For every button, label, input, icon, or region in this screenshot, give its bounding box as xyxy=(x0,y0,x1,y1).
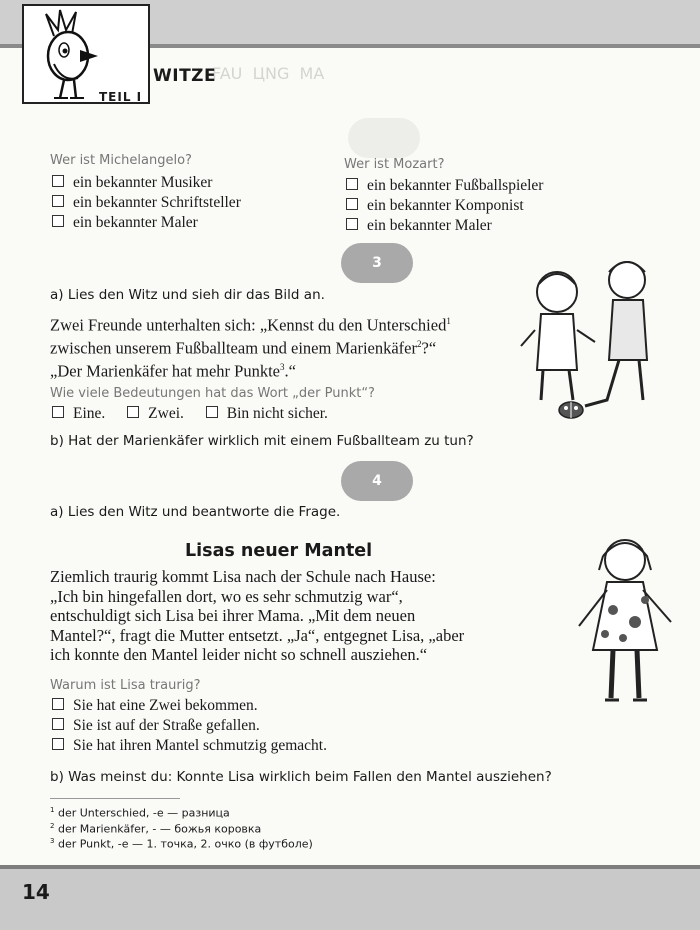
exercise-4-question: Warum ist Lisa traurig? xyxy=(50,678,201,693)
checkbox[interactable] xyxy=(52,175,64,187)
bleed-through-text: FAU ЦNG MA xyxy=(212,64,325,83)
option-label: ein bekannter Musiker xyxy=(73,174,213,191)
story-line: entschuldigt sich Lisa bei ihrer Mama. „Mit dem neuen xyxy=(50,606,416,625)
story-line: Mantel?“, fragt die Mutter entsetzt. „Ja“, entgegnet Lisa, „aber xyxy=(50,625,465,645)
story-line: Ziemlich traurig kommt Lisa nach der Schule nach Hause: xyxy=(50,567,436,586)
footnote-mark: 1 xyxy=(446,316,451,326)
option-row[interactable] xyxy=(52,193,241,213)
checkbox[interactable] xyxy=(52,215,64,227)
section-logo xyxy=(22,4,150,104)
joke-line: „Der Marienkäfer hat mehr Punkte$^3$.“ xyxy=(50,361,296,381)
bleed-through-badge xyxy=(348,118,420,158)
checkbox[interactable] xyxy=(346,198,358,210)
option-row[interactable] xyxy=(52,736,327,756)
option-label: ein bekannter Maler xyxy=(73,214,198,231)
option-row[interactable] xyxy=(52,213,241,233)
option-row[interactable] xyxy=(127,405,184,422)
option-label: Bin nicht sicher. xyxy=(226,405,328,422)
lisa-muddy-coat-illustration xyxy=(565,530,685,710)
option-label: Sie hat eine Zwei bekommen. xyxy=(73,697,258,714)
exercise-3-task-a: a) Lies den Witz und sieh dir das Bild an. xyxy=(50,287,325,303)
exercise-number-badge: 4 xyxy=(341,461,413,501)
checkbox[interactable] xyxy=(346,178,358,190)
option-list-michelangelo xyxy=(52,173,241,233)
checkbox[interactable] xyxy=(52,698,64,710)
footnotes xyxy=(50,804,313,851)
checkbox[interactable] xyxy=(52,406,64,418)
exercise-4-options xyxy=(52,696,327,756)
option-row[interactable] xyxy=(52,405,105,422)
joke-line: Zwei Freunde unterhalten sich: „Kennst du den Unterschied$^1$ xyxy=(50,315,451,335)
exercise-4-task-b: b) Was meinst du: Konnte Lisa wirklich beim Fallen den Mantel ausziehen? xyxy=(50,769,552,785)
exercise-3-question: Wie viele Bedeutungen hat das Wort „der Punkt“? xyxy=(50,386,375,401)
footnote: $^3$ der Punkt, -e — 1. точка, 2. очко (в футболе) xyxy=(50,837,313,851)
bird-mascot-icon xyxy=(24,6,148,102)
option-label: ein bekannter Fußballspieler xyxy=(367,177,544,194)
exercise-number-badge: 3 xyxy=(341,243,413,283)
section-title: WITZE xyxy=(153,66,217,86)
story-line: ich konnte den Mantel leider nicht so schnell ausziehen.“ xyxy=(50,645,428,664)
option-row[interactable] xyxy=(52,173,241,193)
option-label: ein bekannter Maler xyxy=(367,217,492,234)
checkbox[interactable] xyxy=(346,218,358,230)
option-label: ein bekannter Schriftsteller xyxy=(73,194,241,211)
footnote-divider xyxy=(50,798,180,799)
option-list-mozart xyxy=(346,176,543,236)
page-number: 14 xyxy=(22,880,50,904)
question-mozart: Wer ist Mozart? xyxy=(344,157,445,172)
checkbox[interactable] xyxy=(52,718,64,730)
option-row[interactable] xyxy=(346,176,543,196)
footer-band xyxy=(0,865,700,930)
option-row[interactable] xyxy=(206,405,328,422)
checkbox[interactable] xyxy=(52,195,64,207)
option-row[interactable] xyxy=(52,696,327,716)
exercise-3-task-b: b) Hat der Marienkäfer wirklich mit einem Fußballteam zu tun? xyxy=(50,433,474,449)
exercise-4-task-a: a) Lies den Witz und beantworte die Frage. xyxy=(50,504,341,520)
option-row[interactable] xyxy=(52,716,327,736)
option-label: Sie ist auf der Straße gefallen. xyxy=(73,717,260,734)
exercise-3-options xyxy=(52,404,328,424)
section-label: TEIL I xyxy=(99,90,143,104)
footnote-mark: 3 xyxy=(280,362,285,372)
story-heading: Lisas neuer Mantel xyxy=(185,541,373,561)
option-row[interactable] xyxy=(346,216,543,236)
exercise-4-story xyxy=(50,567,550,665)
option-label: ein bekannter Komponist xyxy=(367,197,524,214)
question-michelangelo: Wer ist Michelangelo? xyxy=(50,153,192,168)
option-label: Eine. xyxy=(73,405,106,422)
two-boys-ladybug-illustration xyxy=(515,250,680,430)
joke-line: zwischen unserem Fußballteam und einem Marienkäfer$^2$?“ xyxy=(50,338,437,358)
option-label: Zwei. xyxy=(148,405,184,422)
story-line: „Ich bin hingefallen dort, wo es sehr schmutzig war“, xyxy=(50,586,403,606)
footnote-mark: 2 xyxy=(417,339,422,349)
option-row[interactable] xyxy=(346,196,543,216)
checkbox[interactable] xyxy=(127,406,139,418)
option-label: Sie hat ihren Mantel schmutzig gemacht. xyxy=(73,737,327,754)
checkbox[interactable] xyxy=(52,738,64,750)
checkbox[interactable] xyxy=(206,406,218,418)
footnote: $^2$ der Marienkäfer, - — божья коровка xyxy=(50,821,262,836)
exercise-3-joke xyxy=(50,312,530,381)
footnote: $^1$ der Unterschied, -e — разница xyxy=(50,806,230,820)
